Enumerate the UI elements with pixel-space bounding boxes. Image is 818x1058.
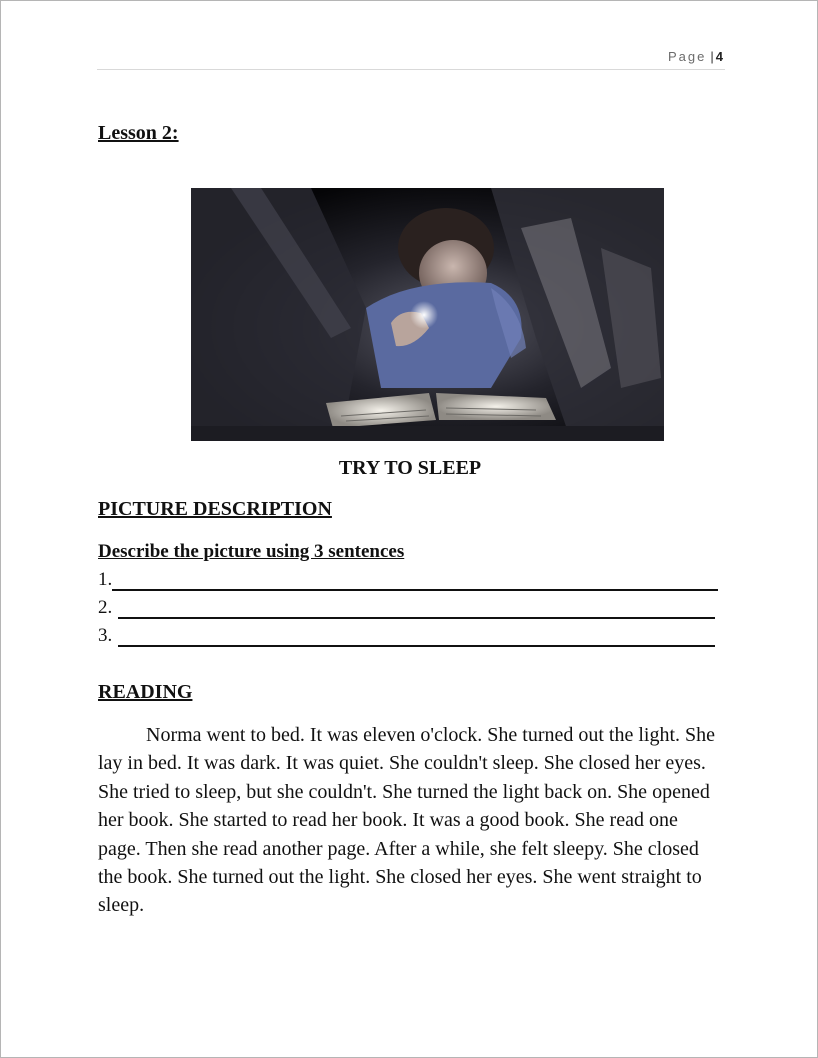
answer-blank[interactable] — [118, 600, 715, 619]
child-reading-photo — [191, 188, 664, 441]
description-instruction: Describe the picture using 3 sentences — [98, 541, 405, 562]
answer-number: 1. — [98, 569, 113, 590]
picture-caption: TRY TO SLEEP — [338, 457, 482, 479]
page-number-header — [668, 49, 723, 64]
answer-number: 2. — [98, 597, 113, 618]
answer-blank[interactable] — [118, 628, 715, 647]
header-divider — [97, 69, 725, 70]
answer-number: 3. — [98, 625, 113, 646]
answer-line-3[interactable] — [98, 625, 715, 647]
picture-description-heading: PICTURE DESCRIPTION — [98, 498, 332, 520]
reading-heading: READING — [98, 681, 193, 703]
page-label: Page — [668, 49, 707, 64]
page-separator: | — [710, 49, 714, 64]
answer-line-2[interactable] — [98, 597, 715, 619]
answer-line-1[interactable] — [98, 569, 718, 591]
lesson-title: Lesson 2: — [98, 122, 179, 144]
reading-passage — [98, 721, 723, 920]
page-number: 4 — [715, 49, 723, 64]
answer-blank[interactable] — [112, 572, 718, 591]
reading-paragraph: Norma went to bed. It was eleven o'clock. She turned out the light. She lay in bed. It was dark. It was quiet. She couldn't sleep. She closed her eyes. She tried to sleep, but she couldn't. She turned the light back on. She opened her book. She started to read her book. It was a good book. She read one page. Then she read another page. After a while, she felt sleepy. She closed the book. She turned out the light. She closed her eyes. She went straight to sleep. — [98, 724, 716, 917]
